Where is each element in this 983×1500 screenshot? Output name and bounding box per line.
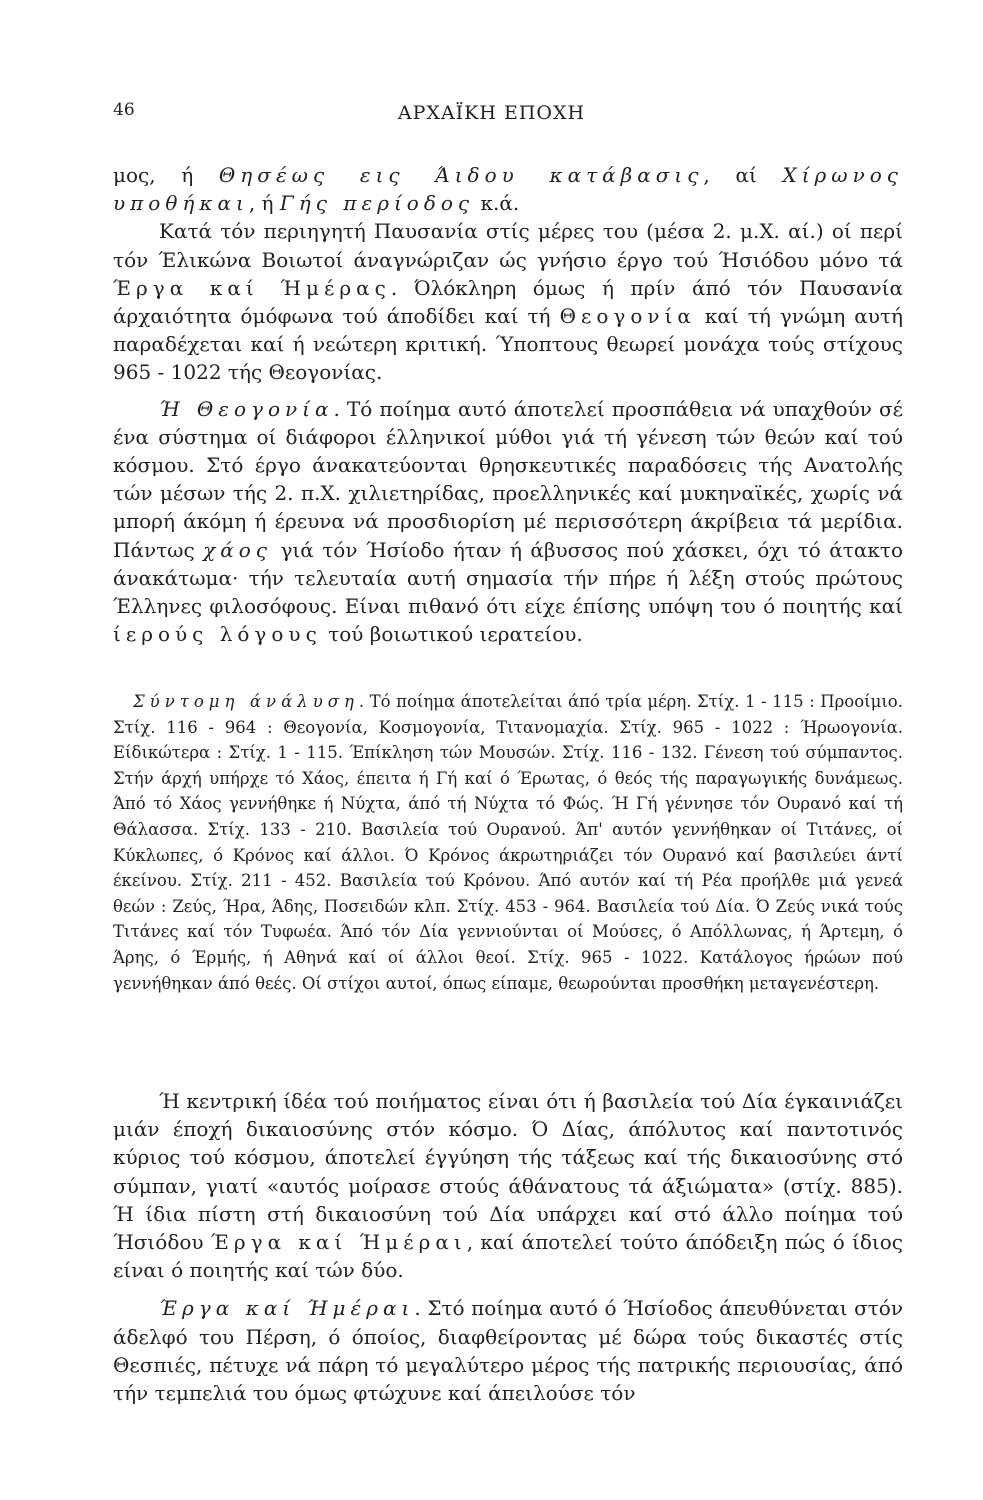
main-text-upper	[113, 161, 903, 648]
paragraph: Έργα καί Ήμέραι. Στό ποίημα αυτό ό Ήσίοδος άπευθύνεται στόν άδελφό του Πέρση, ό όποίος, διαφθείροντας μέ δώρα τούς δικαστές στίς Θεσπιές, πέτυχε νά πάρη τό μεγαλύτερο μέρος τής πατρικής περιουσίας, άπό τήν τεμπελιά του όμως φτώχυνε καί άπειλούσε τόν	[113, 1296, 904, 1406]
spaced-title: Γής περίοδος	[279, 191, 475, 216]
synopsis-heading: Σύντομη άνάλυση	[133, 692, 359, 711]
synopsis-block	[113, 689, 903, 996]
main-text-lower	[113, 1087, 903, 1407]
synopsis-paragraph: Σύντομη άνάλυση. Τό ποίημα άποτελείται άπό τρία μέρη. Στίχ. 1 - 115 : Προοίμιο. Στίχ. 116 - 964 : Θεογονία, Κοσμογονία, Τιτανομαχία. Στίχ. 965 - 1022 : Ήρωογονία. Είδικώτερα : Στίχ. 1 - 115. Έπίκληση τών Μουσών. Στίχ. 116 - 132. Γένεση τού σύμπαντος. Στήν άρχή υπήρχε τό Χάος, έπειτα ή Γή καί ό Έρωτας, ό θεός τής παραγωγικής δυνάμεως. Άπό τό Χάος γεννήθηκε ή Νύχτα, άπό τή Νύχτα τό Φώς. Ή Γή γέννησε τόν Ουρανό καί τή Θάλασσα. Στίχ. 133 - 210. Βασιλεία τού Ουρανού. Άπ' αυτόν γεννήθηκαν οί Τιτάνες, οί Κύκλωπες, ό Κρόνος καί άλλοι. Ό Κρόνος άκρωτηριάζει τόν Ουρανό καί βασιλεύει άντί έκείνου. Στίχ. 211 - 452. Βασιλεία τού Κρόνου. Άπό αυτόν καί τή Ρέα προήλθε μιά γενεά θεών : Ζεύς, Ήρα, Άδης, Ποσειδών κλπ. Στίχ. 453 - 964. Βασιλεία τού Δία. Ό Ζεύς νικά τούς Τιτάνες καί τόν Τυφωέα. Άπό τόν Δία γεννιούνται οί Μούσες, ό Απόλλωνας, ή Άρτεμη, ό Άρης, ό Έρμής, ή Αθηνά καί οί άλλοι θεοί. Στίχ. 965 - 1022. Κατάλογος ήρώων πού γεννήθηκαν άπό θεές. Οί στίχοι αυτοί, όπως είπαμε, θεωρούνται προσθήκη μεταγενέστερη.	[113, 692, 903, 993]
section-heading: Έργα καί Ήμέραι	[159, 1296, 415, 1321]
spaced-word: χάος	[203, 537, 273, 562]
spaced-title: Έργα καί Ήμέραι	[210, 1230, 467, 1255]
paragraph: Ή Θεογονία. Τό ποίημα αυτό άποτελεί προσπάθεια νά υπαχθούν σέ ένα σύστημα οί διάφοροι έλληνικοί μύθοι γιά τή γένεση τών θεών καί τού κόσμου. Στό έργο άνακατεύονται θρησκευτικές παραδόσεις τής Ανατολής τών μέσων τής 2. π.Χ. χιλιετηρίδας, προελληνικές καί μυκηναϊκές, χωρίς νά μπορή άκόμη ή έρευνα νά προσδιορίση μέ περισσότερη άκρίβεια τά μερίδια. Πάντως χάος γιά τόν Ήσίοδο ήταν ή άβυσσος πού χάσκει, όχι τό άτακτο άνακάτωμα· τήν τελευταία αυτή σημασία τήν πήρε ή λέξη στούς πρώτους Έλληνες φιλοσόφους. Είναι πιθανό ότι είχε έπίσης υπόψη του ό ποιητής καί ίερούς λόγους τού βοιωτικού ιερατείου.	[113, 396, 903, 647]
spaced-title: ίερούς λόγους	[113, 622, 322, 647]
spaced-title: Χίρωνος υποθήκαι	[113, 163, 903, 216]
running-head: ΑΡΧΑΪΚΗ ΕΠΟΧΗ	[397, 102, 586, 124]
spaced-title: Θεογονία	[559, 304, 696, 329]
paragraph: Ή κεντρική ίδέα τού ποιήματος είναι ότι ή βασιλεία τού Δία έγκαινιάζει μιάν έποχή δικαιοσύνης στόν κόσμο. Ό Δίας, άπόλυτος καί παντοτινός κύριος τού κόσμου, άποτελεί έγγύηση τής τάξεως καί τής δικαιοσύνης στό σύμπαν, γιατί «αυτός μοίρασε στούς άθάνατους τά άξιώματα» (στίχ. 885). Ή ίδια πίστη στή δικαιοσύνη τού Δία υπάρχει καί στό άλλο ποίημα τού Ήσιόδου Έργα καί Ήμέραι, καί άποτελεί τούτο άπόδειξη πώς ό ίδιος είναι ό ποιητής καί τών δύο.	[113, 1089, 903, 1283]
paragraph: Κατά τόν περιηγητή Παυσανία στίς μέρες του (μέσα 2. μ.Χ. αί.) οί περί τόν Έλικώνα Βοιωτοί άναγνώριζαν ώς γνήσιο έργο τού Ήσιόδου μόνο τά Έργα καί Ήμέρας. Όλόκληρη όμως ή πρίν άπό τόν Παυσανία άρχαιότητα όμόφωνα τού άποδίδει καί τή Θεογονία καί τή γνώμη αυτή παραδέχεται καί ή νεώτερη κριτική. Ύποπτους θεωρεί μονάχα τούς στίχους 965 - 1022 τής Θεογονίας.	[113, 219, 903, 385]
page-number: 46	[113, 100, 135, 120]
spaced-title: Θησέως εις Άιδου κατάβασις	[218, 163, 704, 187]
paragraph: μος, ή Θησέως εις Άιδου κατάβασις, αί Χίρωνος υποθήκαι, ή Γής περίοδος κ.ά.	[113, 163, 903, 216]
spaced-title: Έργα καί Ήμέρας	[113, 275, 391, 300]
section-heading: Ή Θεογονία	[159, 396, 334, 421]
